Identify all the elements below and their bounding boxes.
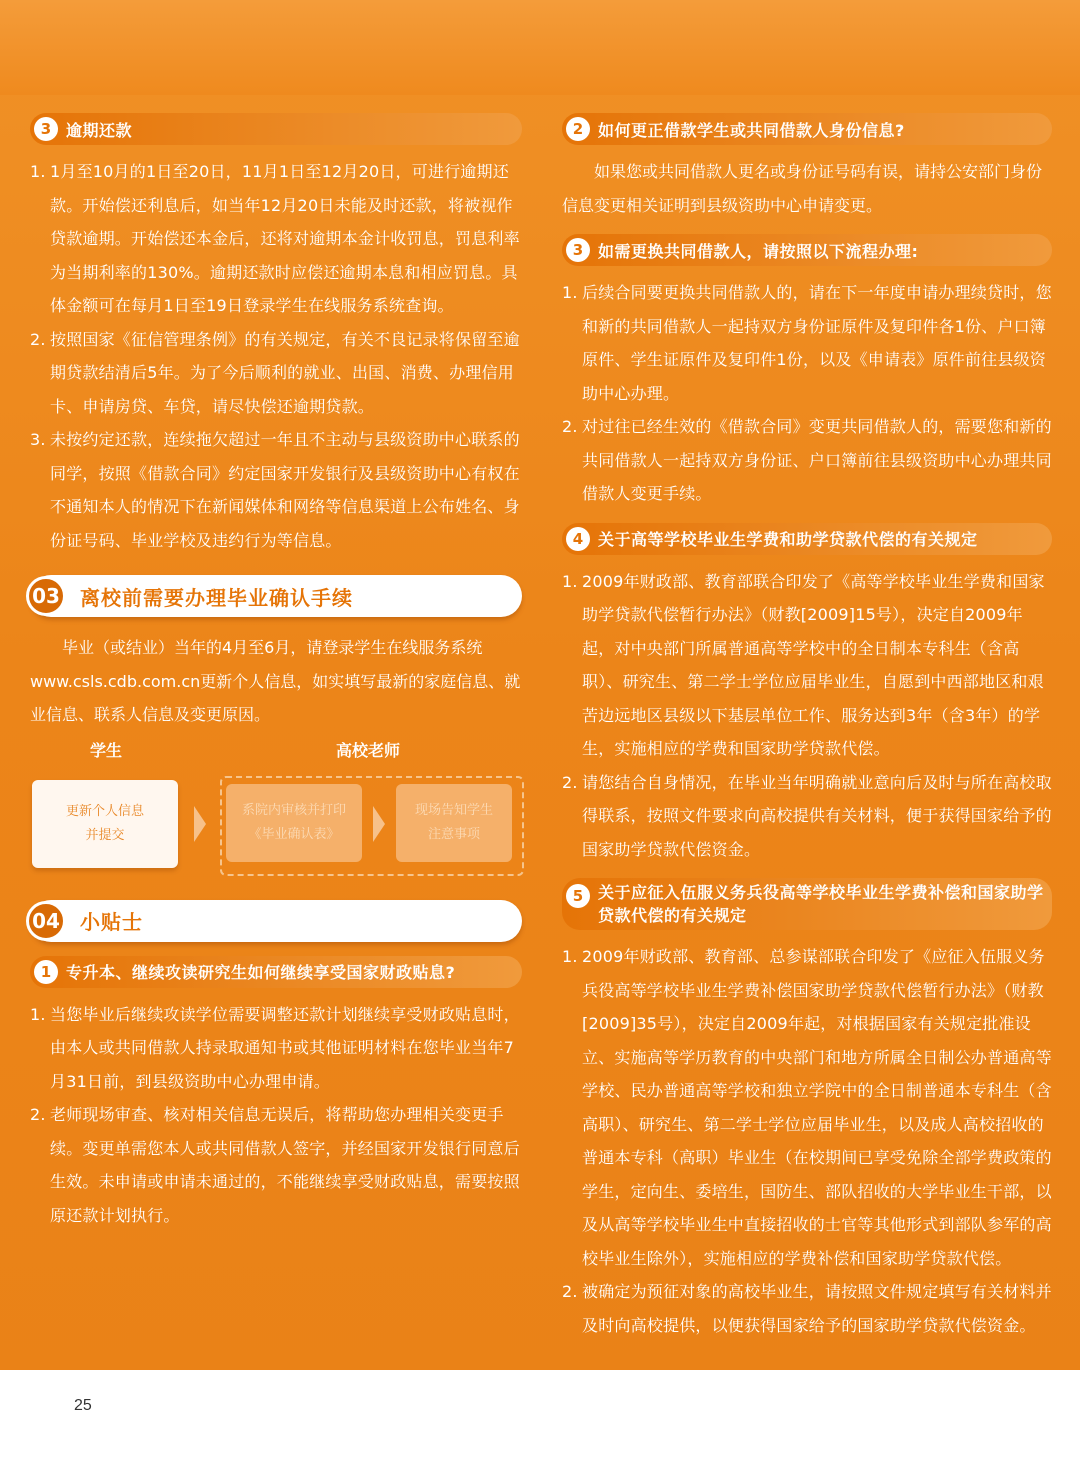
list-item: 2. 对过往已经生效的《借款合同》变更共同借款人的，需要您和新的共同借款人一起持双方身份证、户口簿前往县级资助中心办理共同借款人变更手续。: [562, 417, 1052, 503]
tip1-list: [30, 998, 522, 1233]
q3-list: [562, 276, 1052, 511]
heading-title: 关于高等学校毕业生学费和助学贷款代偿的有关规定: [598, 530, 978, 549]
heading-title: 关于应征入伍服义务兵役高等学校毕业生学费补偿和国家助学 贷款代偿的有关规定: [598, 883, 1044, 925]
heading-title: 逾期还款: [66, 120, 133, 140]
flow-step-notify: 现场告知学生 注意事项: [396, 784, 512, 862]
page-number: 25: [74, 1397, 92, 1414]
overdue-list: [30, 155, 522, 557]
flow-arrow-icon: [373, 806, 385, 842]
heading-number: 5: [566, 884, 590, 908]
top-band: [0, 0, 1080, 95]
list-item: 1. 当您毕业后继续攻读学位需要调整还款计划继续享受财政贴息时，由本人或共同借款人持录取通知书或其他证明材料在您毕业当年7月31日前，到县级资助中心办理申请。: [30, 1004, 520, 1091]
heading-number: 3: [34, 117, 58, 141]
list-item: 1. 2009年财政部、教育部联合印发了《高等学校毕业生学费和国家助学贷款代偿暂行办法》（财教[2009]15号），决定自2009年起，对中央部门所属普通高等学校中的全日制本专科生（含高职）、研究生、第二学士学位应届毕业生，自愿到中西部地区和艰苦边远地区县级以下基层单位工作、服务达到3年（含3年）的学生，实施相应的学费和国家助学贷款代偿。: [562, 571, 1045, 758]
list-item: 2. 按照国家《征信管理条例》的有关规定，有关不良记录将保留至逾期贷款结清后5年。为了今后顺利的就业、出国、消费、办理信用卡、申请房贷、车贷，请尽快偿还逾期贷款。: [30, 329, 520, 416]
heading-number: 2: [566, 117, 590, 141]
bottom-band: [0, 1370, 1080, 1462]
heading-title: 如何更正借款学生或共同借款人身份信息?: [598, 120, 905, 140]
section-03-paragraph: 毕业（或结业）当年的4月至6月，请登录学生在线服务系统www.csls.cdb.com.cn更新个人信息，如实填写最新的家庭信息、就业信息、联系人信息及变更原因。: [30, 638, 521, 724]
heading-title: 如需更换共同借款人，请按照以下流程办理:: [598, 241, 919, 261]
overdue-heading: [30, 113, 522, 145]
tip1-heading: [30, 956, 522, 988]
list-item: 2. 被确定为预征对象的高校毕业生，请按照文件规定填写有关材料并及时向高校提供，以便获得国家给予的国家助学贷款代偿资金。: [562, 1282, 1052, 1335]
list-item: 3. 未按约定还款，连续拖欠超过一年且不主动与县级资助中心联系的同学，按照《借款合同》约定国家开发银行及县级资助中心有权在不通知本人的情况下在新闻媒体和网络等信息渠道上公布姓名、身份证号码、毕业学校及违约行为等信息。: [30, 430, 520, 550]
section-03-header: [30, 575, 522, 617]
teacher-role-label: 高校老师: [336, 740, 401, 760]
heading-number: 3: [566, 238, 590, 262]
left-column: [30, 113, 522, 1232]
graduation-flow-diagram: [30, 738, 522, 878]
list-item: 1. 1月至10月的1日至20日，11月1日至12月20日，可进行逾期还款。开始偿还利息后，如当年12月20日未能及时还款，将被视作贷款逾期。开始偿还本金后，还将对逾期本金计收罚息，罚息利率为当期利率的130%。逾期还款时应偿还逾期本息和相应罚息。具体金额可在每月1日至19日登录学生在线服务系统查询。: [30, 162, 520, 315]
heading-title: 专升本、继续攻读研究生如何继续享受国家财政贴息?: [66, 963, 456, 982]
flow-arrow-icon: [194, 806, 206, 842]
section-title: 离校前需要办理毕业确认手续: [80, 585, 353, 610]
q3-heading: [562, 234, 1052, 266]
q2-heading: [562, 113, 1052, 145]
student-role-label: 学生: [90, 740, 123, 760]
q5-heading: [562, 878, 1052, 930]
flow-step-update-info: 更新个人信息 并提交: [32, 780, 178, 868]
q4-list: [562, 565, 1052, 867]
section-title: 小贴士: [80, 910, 143, 934]
heading-number: 4: [566, 527, 590, 551]
list-item: 1. 后续合同要更换共同借款人的，请在下一年度申请办理续贷时，您和新的共同借款人一起持双方身份证原件及复印件各1份、户口簿原件、学生证原件及复印件1份，以及《申请表》原件前往县级资助中心办理。: [562, 283, 1052, 403]
list-item: 2. 请您结合自身情况，在毕业当年明确就业意向后及时与所在高校取得联系，按照文件要求向高校提供有关材料，便于获得国家给予的国家助学贷款代偿资金。: [562, 772, 1052, 859]
q5-list: [562, 940, 1052, 1342]
q4-heading: [562, 523, 1052, 555]
section-number: 03: [26, 576, 66, 616]
section-number: 04: [26, 901, 66, 941]
list-item: 1. 2009年财政部、教育部、总参谋部联合印发了《应征入伍服义务兵役高等学校毕业生学费补偿国家助学贷款代偿暂行办法》（财教[2009]35号），决定自2009年起，对根据国家有关规定批准设立、实施高等学历教育的中央部门和地方所属全日制公办普通高等学校、民办普通高等学校和独立学院中的全日制普通本专科生（含高职）、研究生、第二学士学位应届毕业生，以及成人高校招收的普通本专科（高职）毕业生（在校期间已享受免除全部学费政策的学生，定向生、委培生，国防生、部队招收的大学毕业生干部，以及从高等学校毕业生中直接招收的士官等其他形式到部队参军的高校毕业生除外），实施相应的学费补偿和国家助学贷款代偿。: [562, 947, 1052, 1268]
flow-step-review-print: 系院内审核并打印 《毕业确认表》: [226, 784, 362, 862]
right-column: [562, 113, 1052, 1342]
section-04-header: [30, 900, 522, 942]
list-item: 2. 老师现场审查、核对相关信息无误后，将帮助您办理相关变更手续。变更单需您本人或共同借款人签字，并经国家开发银行同意后生效。未申请或申请未通过的，不能继续享受财政贴息，需要按照原还款计划执行。: [30, 1105, 520, 1225]
q2-paragraph: 如果您或共同借款人更名或身份证号码有误，请持公安部门身份信息变更相关证明到县级资助中心申请变更。: [562, 162, 1043, 215]
heading-number: 1: [34, 960, 58, 984]
